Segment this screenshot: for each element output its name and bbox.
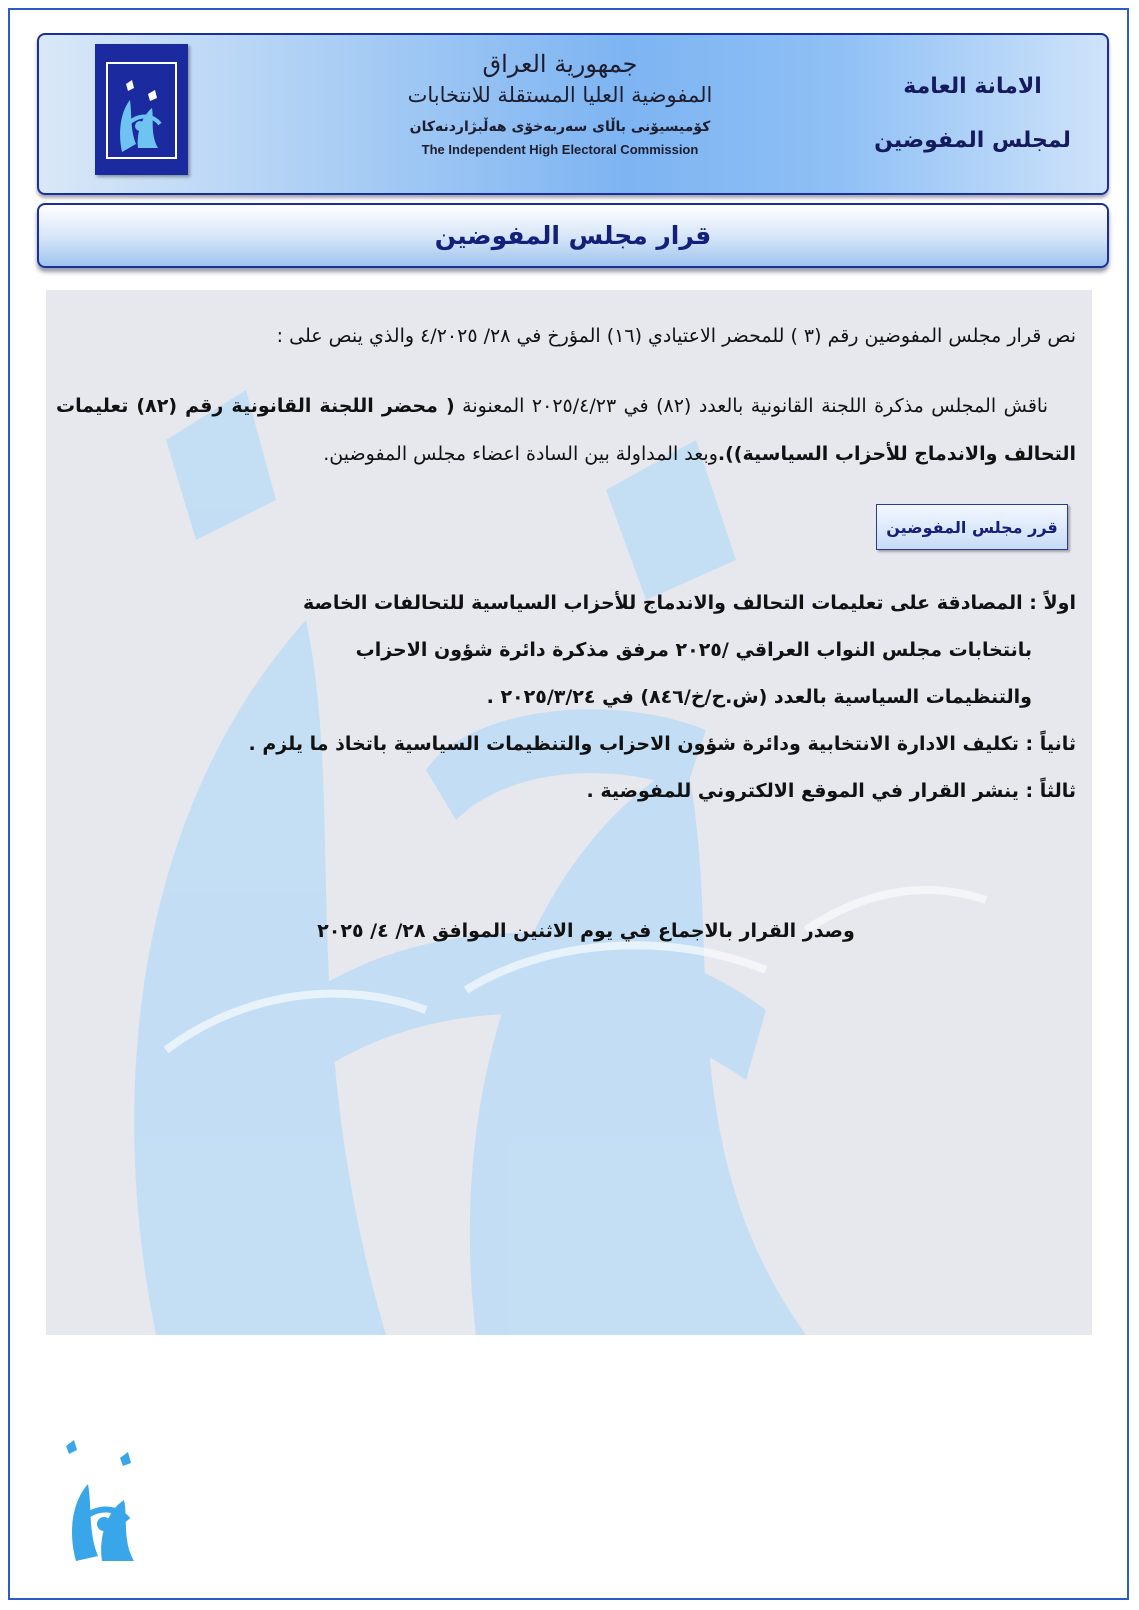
document-title: قرار مجلس المفوضين bbox=[434, 221, 712, 250]
decision-items bbox=[56, 580, 1076, 815]
discussion-reference: ( محضر اللجنة القانونية رقم (٨٢) تعليمات التحالف والاندماج للأحزاب السياسية)). bbox=[56, 395, 1076, 465]
title-banner bbox=[37, 203, 1109, 268]
decision-label: قرر مجلس المفوضين bbox=[876, 504, 1068, 550]
document-body bbox=[56, 312, 1076, 942]
decision-item-1-cont-2: والتنظيمات السياسية بالعدد (ش.ح/خ/٨٤٦) في ٢٠٢٥/٣/٢٤ . bbox=[486, 686, 1032, 708]
decision-item-3: ثالثاً : ينشر القرار في الموقع الالكتروني للمفوضية . bbox=[586, 780, 1076, 802]
decision-item-1-cont: بانتخابات مجلس النواب العراقي /٢٠٢٥ مرفق مذكرة دائرة شؤون الاحزاب bbox=[355, 639, 1032, 661]
footer-logo-icon bbox=[56, 1436, 146, 1566]
decision-item-2: ثانياً : تكليف الادارة الانتخابية ودائرة شؤون الاحزاب والتنظيمات السياسية باتخاذ ما يلزم . bbox=[248, 733, 1076, 755]
dept-line-2: لمجلس المفوضين bbox=[874, 128, 1071, 153]
decision-item-1: اولاً : المصادقة على تعليمات التحالف والاندماج للأحزاب السياسية للتحالفات الخاصة bbox=[302, 592, 1076, 614]
org-arabic-title: جمهورية العراق bbox=[482, 50, 638, 78]
commission-logo bbox=[95, 44, 188, 175]
discussion-text: ناقش المجلس مذكرة اللجنة القانونية بالعدد (٨٢) في ٢٠٢٥/٤/٢٣ المعنونة bbox=[462, 395, 1048, 417]
org-english-name: The Independent High Electoral Commission bbox=[421, 142, 699, 157]
discussion-closing: وبعد المداولة بين السادة اعضاء مجلس المفوضين. bbox=[323, 443, 718, 465]
org-kurdish-name: كۆمیسیۆنی باڵای سەربەخۆی هەڵبژاردنەکان bbox=[409, 119, 711, 135]
intro-paragraph: نص قرار مجلس المفوضين رقم (٣ ) للمحضر الاعتيادي (١٦) المؤرخ في ٢٨/ ٤/٢٠٢٥ والذي ينص على : bbox=[276, 325, 1076, 347]
org-arabic-subtitle: المفوضية العليا المستقلة للانتخابات bbox=[407, 83, 713, 107]
logo-figure-icon bbox=[108, 64, 175, 157]
department-name bbox=[860, 60, 1085, 168]
discussion-paragraph bbox=[56, 382, 1076, 478]
dept-line-1: الامانة العامة bbox=[903, 74, 1042, 99]
organization-name bbox=[395, 44, 725, 184]
content-panel bbox=[46, 290, 1092, 1335]
issuance-statement: وصدر القرار بالاجماع في يوم الاثنين الموافق ٢٨/ ٤/ ٢٠٢٥ bbox=[317, 920, 855, 942]
